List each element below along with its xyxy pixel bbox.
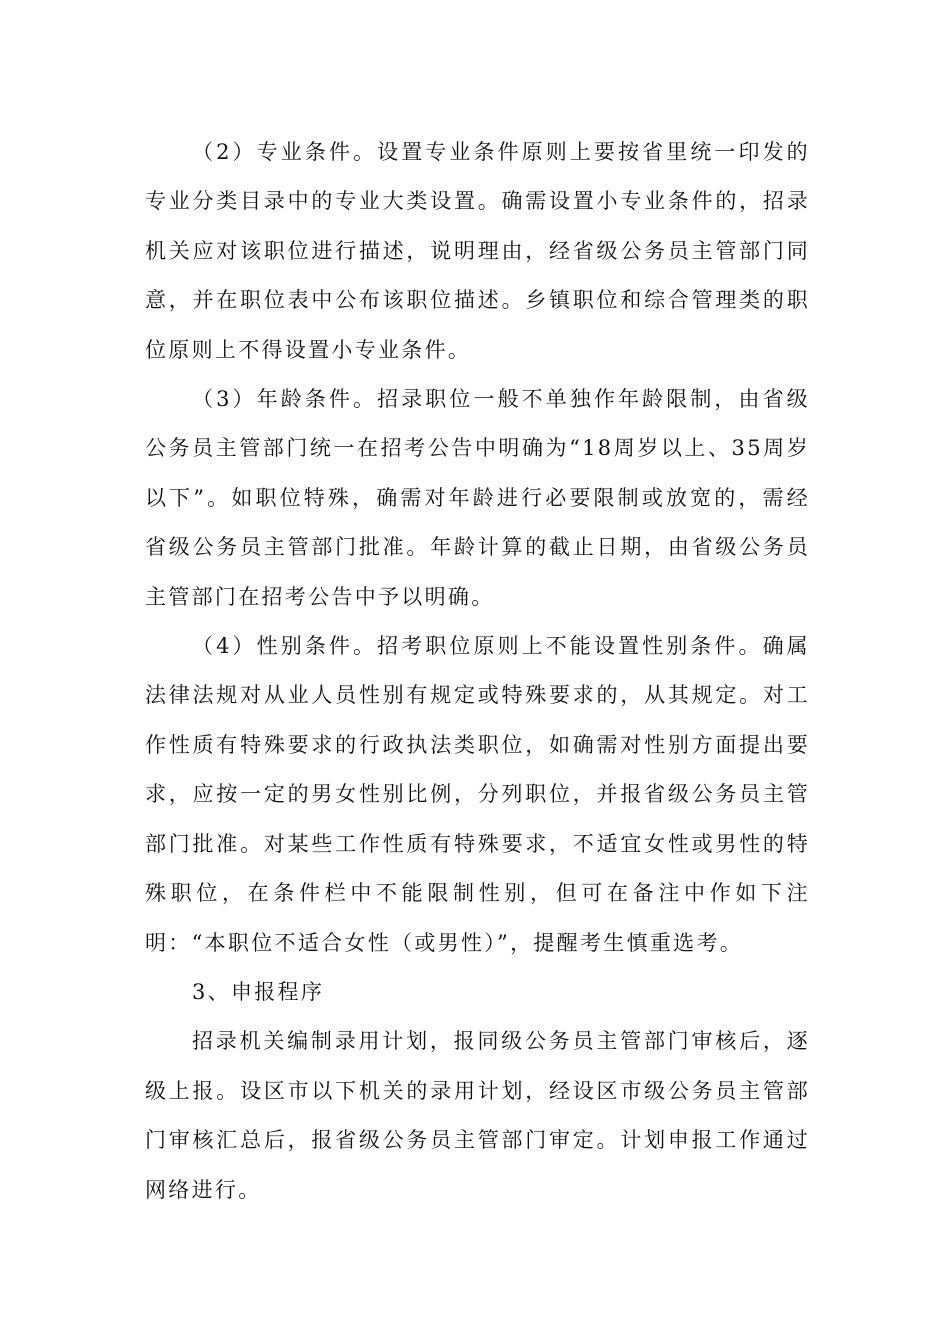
- paragraph-age-requirements: （3）年龄条件。招录职位一般不单独作年龄限制，由省级公务员主管部门统一在招考公告中明确为“18周岁以上、35周岁以下”。如职位特殊，确需对年龄进行必要限制或放宽的，需经省级公务员主管部门批准。年龄计算的截止日期，由省级公务员主管部门在招考公告中予以明确。: [145, 387, 810, 609]
- paragraph-application-procedure: 招录机关编制录用计划，报同级公务员主管部门审核后，逐级上报。设区市以下机关的录用计划，经设区市级公务员主管部门审核汇总后，报省级公务员主管部门审定。计划申报工作通过网络进行。: [145, 1029, 810, 1202]
- paragraph-gender-requirements: （4）性别条件。招考职位原则上不能设置性别条件。确属法律法规对从业人员性别有规定或特殊要求的，从其规定。对工作性质有特殊要求的行政执法类职位，如确需对性别方面提出要求，应按一定的男女性别比例，分列职位，并报省级公务员主管部门批准。对某些工作性质有特殊要求，不适宜女性或男性的特殊职位，在条件栏中不能限制性别，但可在备注中作如下注明：“本职位不适合女性（或男性）”，提醒考生慎重选考。: [145, 634, 810, 955]
- section-heading-application-procedure: 3、申报程序: [192, 979, 325, 1004]
- document-page: [145, 128, 810, 1215]
- paragraph-major-requirements: （2）专业条件。设置专业条件原则上要按省里统一印发的专业分类目录中的专业大类设置。确需设置小专业条件的，招录机关应对该职位进行描述，说明理由，经省级公务员主管部门同意，并在职位表中公布该职位描述。乡镇职位和综合管理类的职位原则上不得设置小专业条件。: [145, 140, 810, 362]
